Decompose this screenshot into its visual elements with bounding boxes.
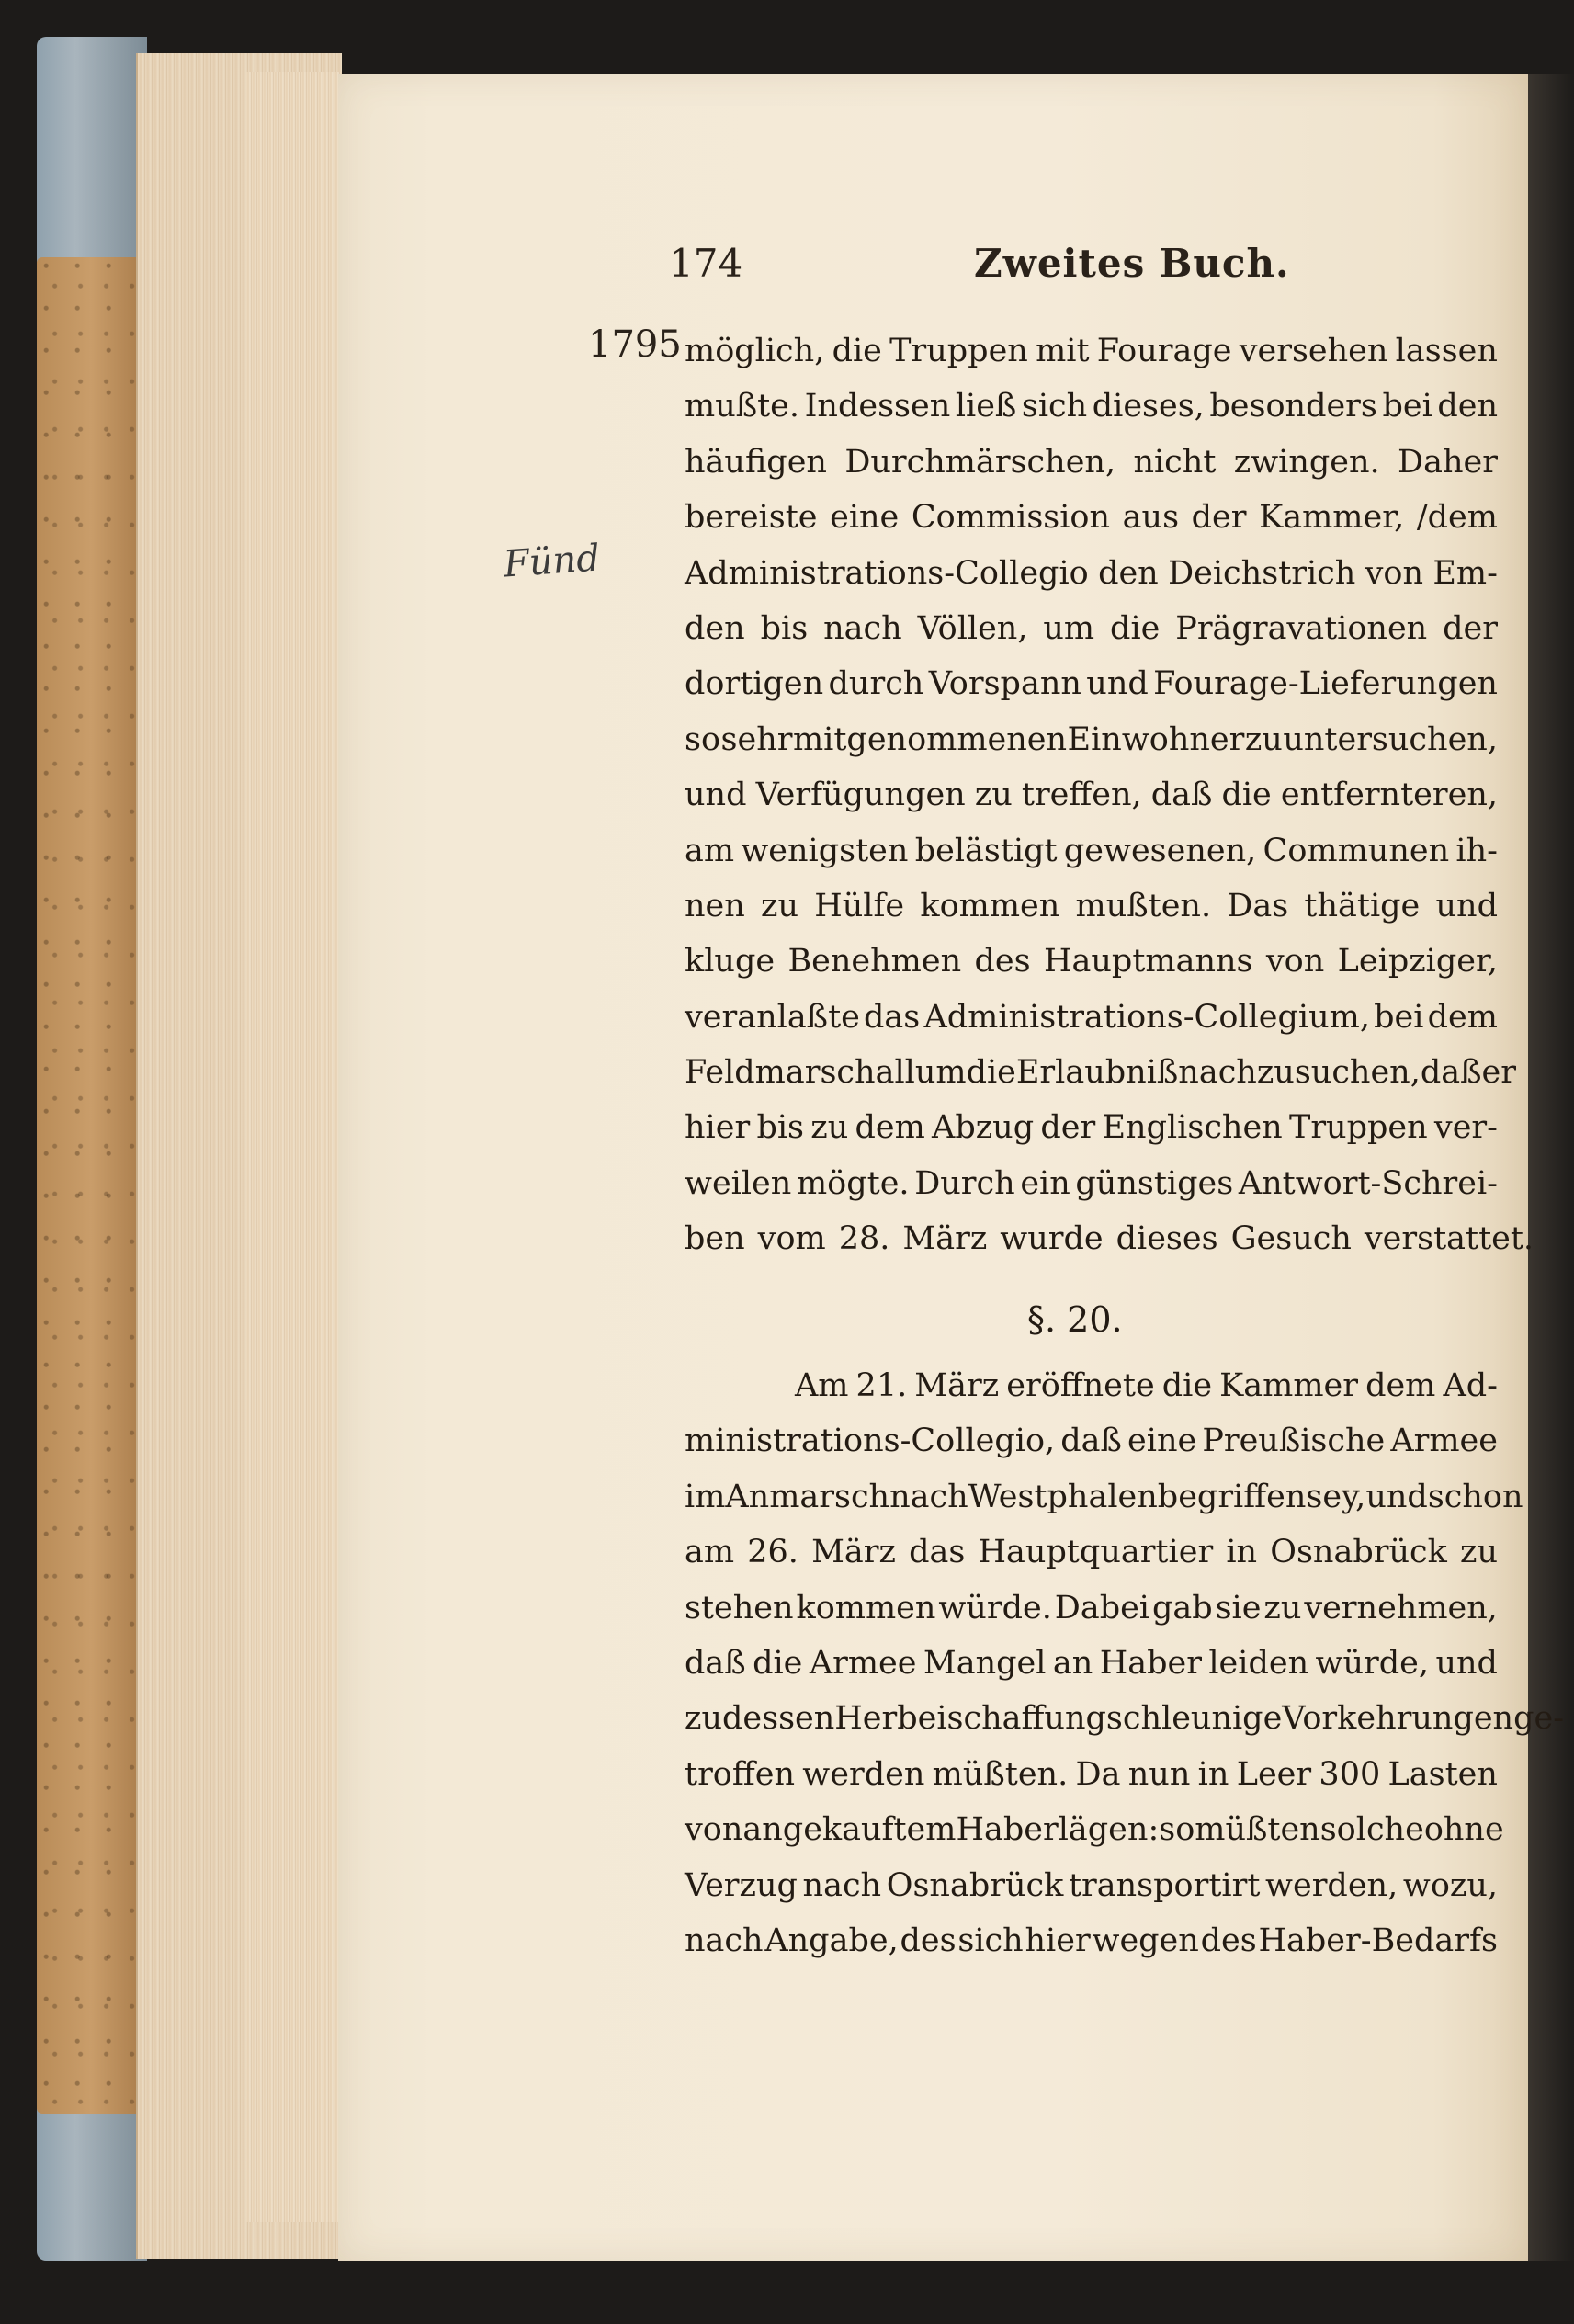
paragraph-1 <box>685 323 1534 1267</box>
text-line: häufigen Durchmärschen, nicht zwingen. Daher <box>685 443 1498 481</box>
text-line: hier bis zu dem Abzug der Englischen Truppen ver- <box>685 1109 1498 1147</box>
page-shadow <box>1528 74 1574 2261</box>
book-cover-edge <box>37 257 145 2114</box>
text-line: Am 21. März eröffnete die Kammer dem Ad- <box>795 1367 1498 1404</box>
text-line: bereiste eine Commission aus der Kammer, /dem <box>685 499 1498 537</box>
text-line: mußte. Indessen ließ sich dieses, besonders bei den <box>685 388 1498 425</box>
text-line: so sehr mitgenommenen Einwohner zu untersuchen, <box>685 720 1498 758</box>
text-line: nach Angabe, des sich hier wegen des Haber-Bedarfs <box>685 1922 1498 1959</box>
page-gutter <box>246 72 342 2222</box>
text-line: von angekauftem Haber lägen: so müßten solche ohne <box>685 1811 1504 1849</box>
section-heading: §. 20. <box>1027 1299 1123 1340</box>
text-line: und Verfügungen zu treffen, daß die entfernteren, <box>685 777 1498 814</box>
page-number: 174 <box>669 241 743 286</box>
running-head <box>669 241 1514 296</box>
text-line: nen zu Hülfe kommen mußten. Das thätige und <box>685 887 1498 924</box>
text-line: kluge Benehmen des Hauptmanns von Leipziger, <box>685 943 1498 981</box>
text-line: am 26. März das Hauptquartier in Osnabrück zu <box>685 1534 1498 1571</box>
text-line: zu dessen Herbeischaffung schleunige Vorkehrungen ge- <box>685 1700 1565 1738</box>
text-line: ben vom 28. März wurde dieses Gesuch verstattet. <box>685 1220 1534 1258</box>
text-line: daß die Armee Mangel an Haber leiden würde, und <box>685 1644 1498 1682</box>
text-line: troffen werden müßten. Da nun in Leer 300 Lasten <box>685 1755 1498 1793</box>
paragraph-2 <box>685 1358 1565 1968</box>
book-title: Zweites Buch. <box>974 241 1290 286</box>
text-line: Feldmarschall um die Erlaubniß nachzusuchen, daß er <box>685 1054 1516 1092</box>
text-line: dortigen durch Vorspann und Fourage-Lieferungen <box>685 665 1498 703</box>
text-line: stehen kommen würde. Dabei gab sie zu vernehmen, <box>685 1589 1498 1627</box>
text-line: am wenigsten belästigt gewesenen, Communen ih- <box>685 832 1498 869</box>
text-line: im Anmarsch nach Westphalen begriffen sey, und schon <box>685 1478 1523 1515</box>
text-line: weilen mögte. Durch ein günstiges Antwort-Schrei- <box>685 1164 1498 1202</box>
text-line: den bis nach Völlen, um die Prägravationen der <box>685 609 1498 647</box>
text-line: möglich, die Truppen mit Fourage versehen lassen <box>685 333 1498 369</box>
margin-year: 1795 <box>588 323 682 366</box>
handwritten-margin-note: Fünd <box>502 537 602 586</box>
text-line: veranlaßte das Administrations-Collegium, bei dem <box>685 998 1498 1036</box>
text-line: Verzug nach Osnabrück transportirt werden, wozu, <box>685 1866 1498 1904</box>
text-line: Administrations-Collegio den Deichstrich von Em- <box>685 554 1498 592</box>
text-line: ministrations-Collegio, daß eine Preußische Armee <box>685 1423 1498 1460</box>
